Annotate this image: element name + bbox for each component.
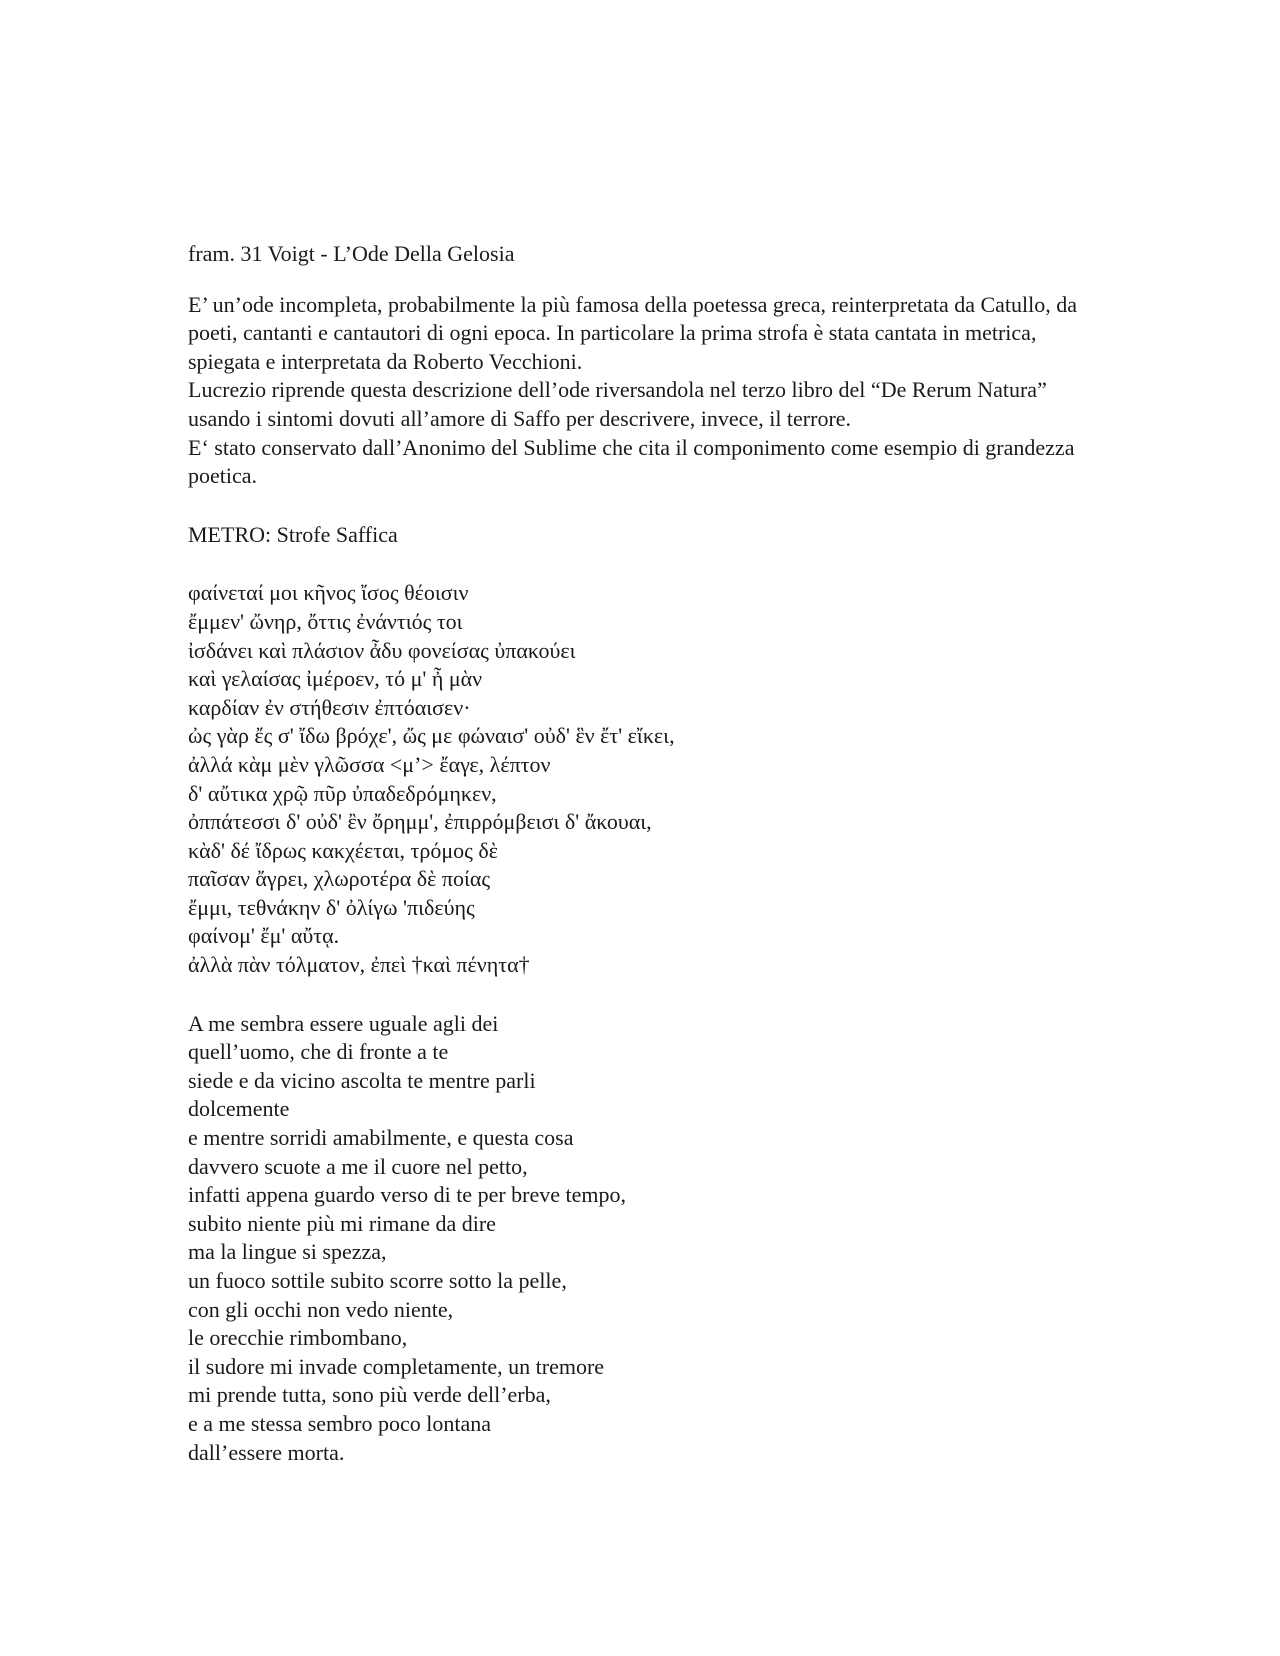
italian-verse-line: siede e da vicino ascolta te mentre parli — [188, 1067, 536, 1093]
greek-verse-line: καρδίαν ἐν στήθεσιν ἐπτόαισεν· — [188, 694, 471, 720]
italian-verse-line: le orecchie rimbombano, — [188, 1325, 408, 1351]
greek-verse-line: φαίνεταί μοι κῆνος ἴσος θέοισιν — [188, 580, 469, 606]
greek-verse-line: ἰσδάνει καὶ πλάσιον ἆδυ φονείσας ὐπακούει — [188, 637, 576, 663]
greek-verse-line: δ' αὔτικα χρῷ πῦρ ὐπαδεδρόμηκεν, — [188, 780, 497, 806]
greek-verse-line: κὰδ' δέ ἴδρως κακχέεται, τρόμος δὲ — [188, 837, 498, 863]
intro-paragraph: E’ un’ode incompleta, probabilmente la più famosa della poetessa greca, reinterpretata da Catullo, da poeti, cantanti e cantautori di ogni epoca. In particolare la prima strofa è stata cantata in metrica, spiegata e interpretata da Roberto Vecchioni. — [188, 291, 1078, 374]
greek-verse-line: ἔμμι, τεθνάκην δ' ὀλίγω 'πιδεύης — [188, 894, 475, 920]
document-page — [188, 240, 1088, 1467]
italian-verse-line: dolcemente — [188, 1096, 290, 1122]
italian-verse-line: dall’essere morta. — [188, 1439, 345, 1465]
greek-poem — [188, 579, 1088, 979]
greek-verse-line: ἀλλά κὰμ μὲν γλῶσσα <μ’> ἔαγε, λέπτον — [188, 751, 551, 777]
greek-verse-line: ὀππάτεσσι δ' οὐδ' ἒν ὄρημμ', ἐπιρρόμβεισι δ' ἄκουαι, — [188, 809, 652, 835]
italian-verse-line: un fuoco sottile subito scorre sotto la pelle, — [188, 1268, 567, 1293]
italian-verse-line: e mentre sorridi amabilmente, e questa cosa — [188, 1125, 574, 1151]
italian-verse-line: infatti appena guardo verso di te per breve tempo, — [188, 1182, 627, 1208]
greek-verse-line: ἀλλὰ πὰν τόλματον, ἐπεὶ †καὶ πένητα† — [188, 952, 530, 978]
greek-verse-line: ὠς γὰρ ἔς σ' ἴδω βρόχε', ὤς με φώναισ' οὐδ' ἓν ἔτ' εἴκει, — [188, 723, 675, 749]
greek-verse-line: φαίνομ' ἔμ' αὔτᾳ. — [188, 923, 340, 949]
greek-verse-line: καὶ γελαίσας ἰμέροεν, τό μ' ἦ μὰν — [188, 666, 483, 692]
document-title: fram. 31 Voigt - L’Ode Della Gelosia — [188, 241, 515, 266]
italian-verse-line: e a me stessa sembro poco lontana — [188, 1410, 492, 1436]
italian-verse-line: subito niente più mi rimane da dire — [188, 1210, 496, 1236]
metro-label: METRO: Strofe Saffica — [188, 521, 398, 547]
italian-verse-line: quell’uomo, che di fronte a te — [188, 1039, 449, 1065]
greek-verse-line: ἔμμεν' ὤνηρ, ὄττις ἐνάντιός τοι — [188, 608, 463, 634]
italian-verse-line: il sudore mi invade completamente, un tremore — [188, 1353, 605, 1379]
italian-verse-line: con gli occhi non vedo niente, — [188, 1296, 454, 1322]
intro-paragraph: E‘ stato conservato dall’Anonimo del Sublime che cita il componimento come esempio di grandezza poetica. — [188, 434, 1075, 489]
italian-verse-line: A me sembra essere uguale agli dei — [188, 1010, 499, 1036]
italian-translation — [188, 1010, 1088, 1468]
greek-verse-line: παῖσαν ἄγρει, χλωροτέρα δὲ ποίας — [188, 866, 491, 892]
intro-section — [188, 291, 1088, 491]
italian-verse-line: mi prende tutta, sono più verde dell’erba, — [188, 1382, 551, 1408]
intro-paragraph: Lucrezio riprende questa descrizione dell’ode riversandola nel terzo libro del “De Rerum Natura” usando i sintomi dovuti all’amore di Saffo per descrivere, invece, il terrore. — [188, 377, 1047, 431]
italian-verse-line: ma la lingue si spezza, — [188, 1239, 387, 1265]
italian-verse-line: davvero scuote a me il cuore nel petto, — [188, 1153, 528, 1179]
